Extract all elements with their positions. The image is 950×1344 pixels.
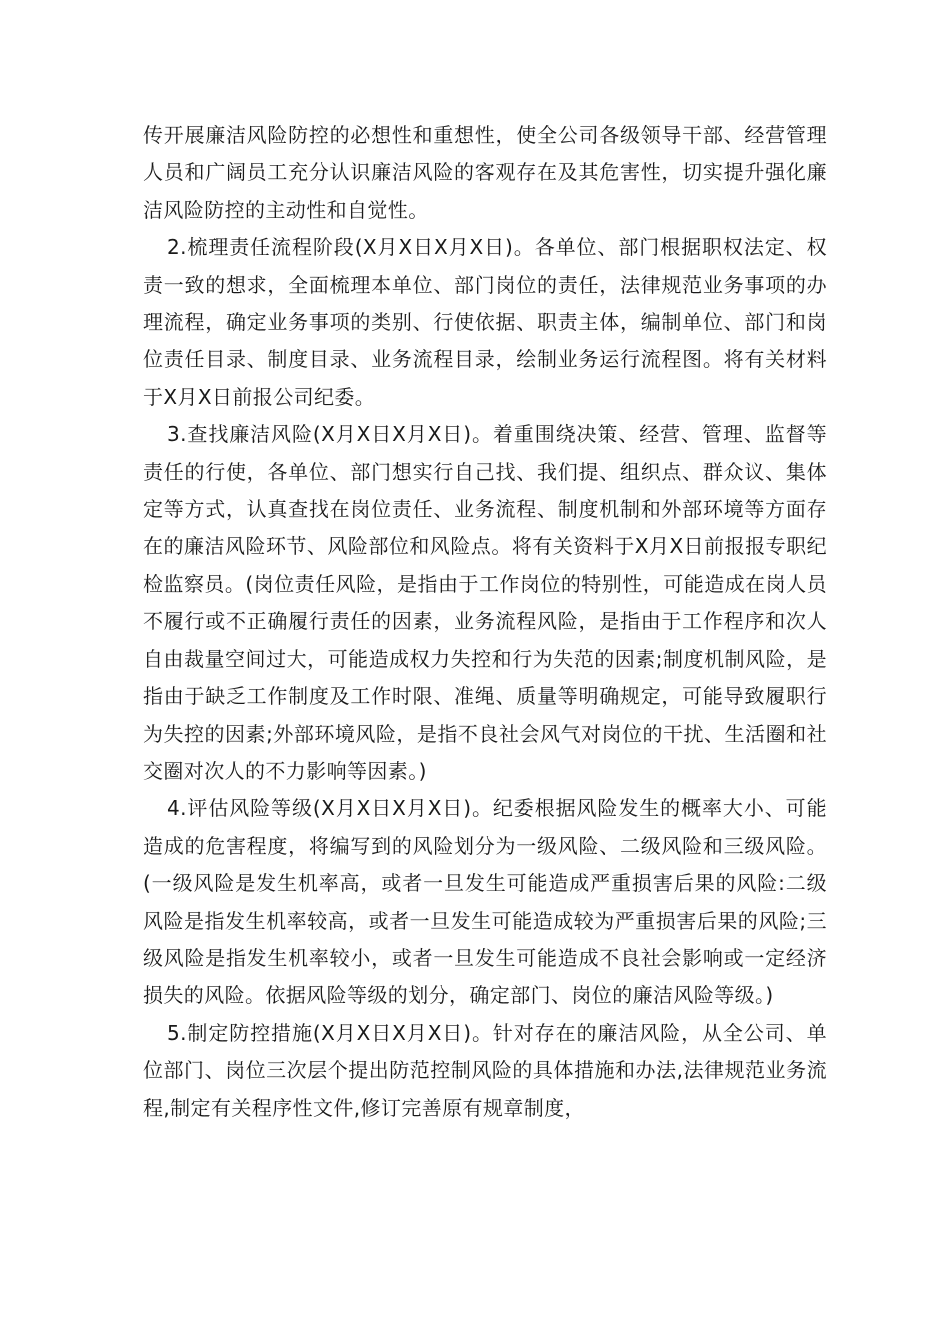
paragraph-step-5: 5.制定防控措施(X月X日X月X日)。针对存在的廉洁风险，从全公司、单位部门、岗位三次层个提出防范控制风险的具体措施和办法,法律规范业务流程,制定有关程序性文件,修订完善原有规章制度， [143, 1020, 827, 1120]
paragraph-intro-continuation: 传开展廉洁风险防控的必想性和重想性，使全公司各级领导干部、经营管理人员和广阔员工充分认识廉洁风险的客观存在及其危害性，切实提升强化廉洁风险防控的主动性和自觉性。 [143, 123, 827, 222]
paragraph-step-3: 3.查找廉洁风险(X月X日X月X日)。着重围绕决策、经营、管理、监督等责任的行使，各单位、部门想实行自己找、我们提、组织点、群众议、集体定等方式，认真查找在岗位责任、业务流程、制度机制和外部环境等方面存在的廉洁风险环节、风险部位和风险点。将有关资料于X月X日前报报专职纪检监察员。(岗位责任风险，是指由于工作岗位的特别性，可能造成在岗人员不履行或不正确履行责任的因素，业务流程风险，是指由于工作程序和次人自由裁量空间过大，可能造成权力失控和行为失范的因素;制度机制风险，是指由于缺乏工作制度及工作时限、准绳、质量等明确规定，可能导致履职行为失控的因素;外部环境风险，是指不良社会风气对岗位的干扰、生活圈和社交圈对次人的不力影响等因素。) [143, 422, 827, 783]
paragraph-step-4: 4.评估风险等级(X月X日X月X日)。纪委根据风险发生的概率大小、可能造成的危害程度，将编写到的风险划分为一级风险、二级风险和三级风险。(一级风险是发生机率高，或者一旦发生可能造成严重损害后果的风险:二级风险是指发生机率较高，或者一旦发生可能造成较为严重损害后果的风险;三级风险是指发生机率较小，或者一旦发生可能造成不良社会影响或一定经济损失的风险。依据风险等级的划分，确定部门、岗位的廉洁风险等级。) [143, 796, 827, 1008]
paragraph-step-2: 2.梳理责任流程阶段(X月X日X月X日)。各单位、部门根据职权法定、权责一致的想求，全面梳理本单位、部门岗位的责任，法律规范业务事项的办理流程，确定业务事项的类别、行使依据、职责主体，编制单位、部门和岗位责任目录、制度目录、业务流程目录，绘制业务运行流程图。将有关材料于X月X日前报公司纪委。 [143, 235, 827, 409]
document-body [143, 117, 827, 1127]
